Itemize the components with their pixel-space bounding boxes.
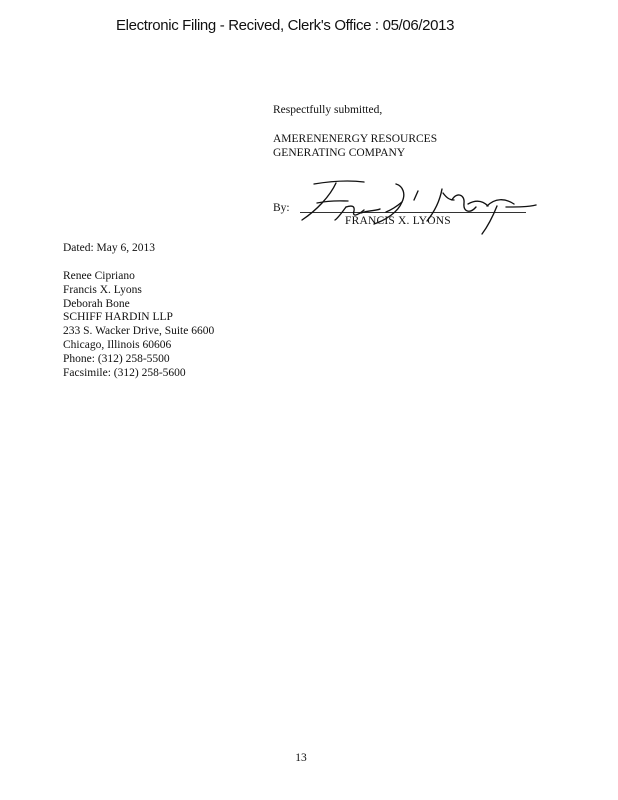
counsel-name-renee: Renee Cipriano [63, 270, 135, 282]
closing-text: Respectfully submitted, [273, 104, 383, 116]
company-name-line-1: AMERENENERGY RESOURCES [273, 133, 438, 145]
street-address: 233 S. Wacker Drive, Suite 6600 [63, 325, 215, 338]
law-firm-name: SCHIFF HARDIN LLP [63, 311, 173, 324]
counsel-contact-block [63, 270, 214, 380]
page-number: 13 [295, 752, 307, 764]
company-name-block [273, 132, 437, 160]
facsimile-number: Facsimile: (312) 258-5600 [63, 366, 186, 379]
dated-line: Dated: May 6, 2013 [63, 242, 155, 254]
counsel-name-francis: Francis X. Lyons [63, 283, 142, 296]
city-state-zip: Chicago, Illinois 60606 [63, 338, 172, 351]
company-name-line-2: GENERATING COMPANY [273, 147, 406, 159]
counsel-name-deborah: Deborah Bone [63, 297, 130, 310]
phone-number: Phone: (312) 258-5500 [63, 352, 170, 365]
handwritten-signature [292, 176, 538, 238]
by-label: By: [273, 202, 290, 214]
electronic-filing-stamp: Electronic Filing - Recived, Clerk's Office : 05/06/2013 [116, 17, 455, 34]
signer-name: FRANCIS X. LYONS [345, 215, 451, 227]
